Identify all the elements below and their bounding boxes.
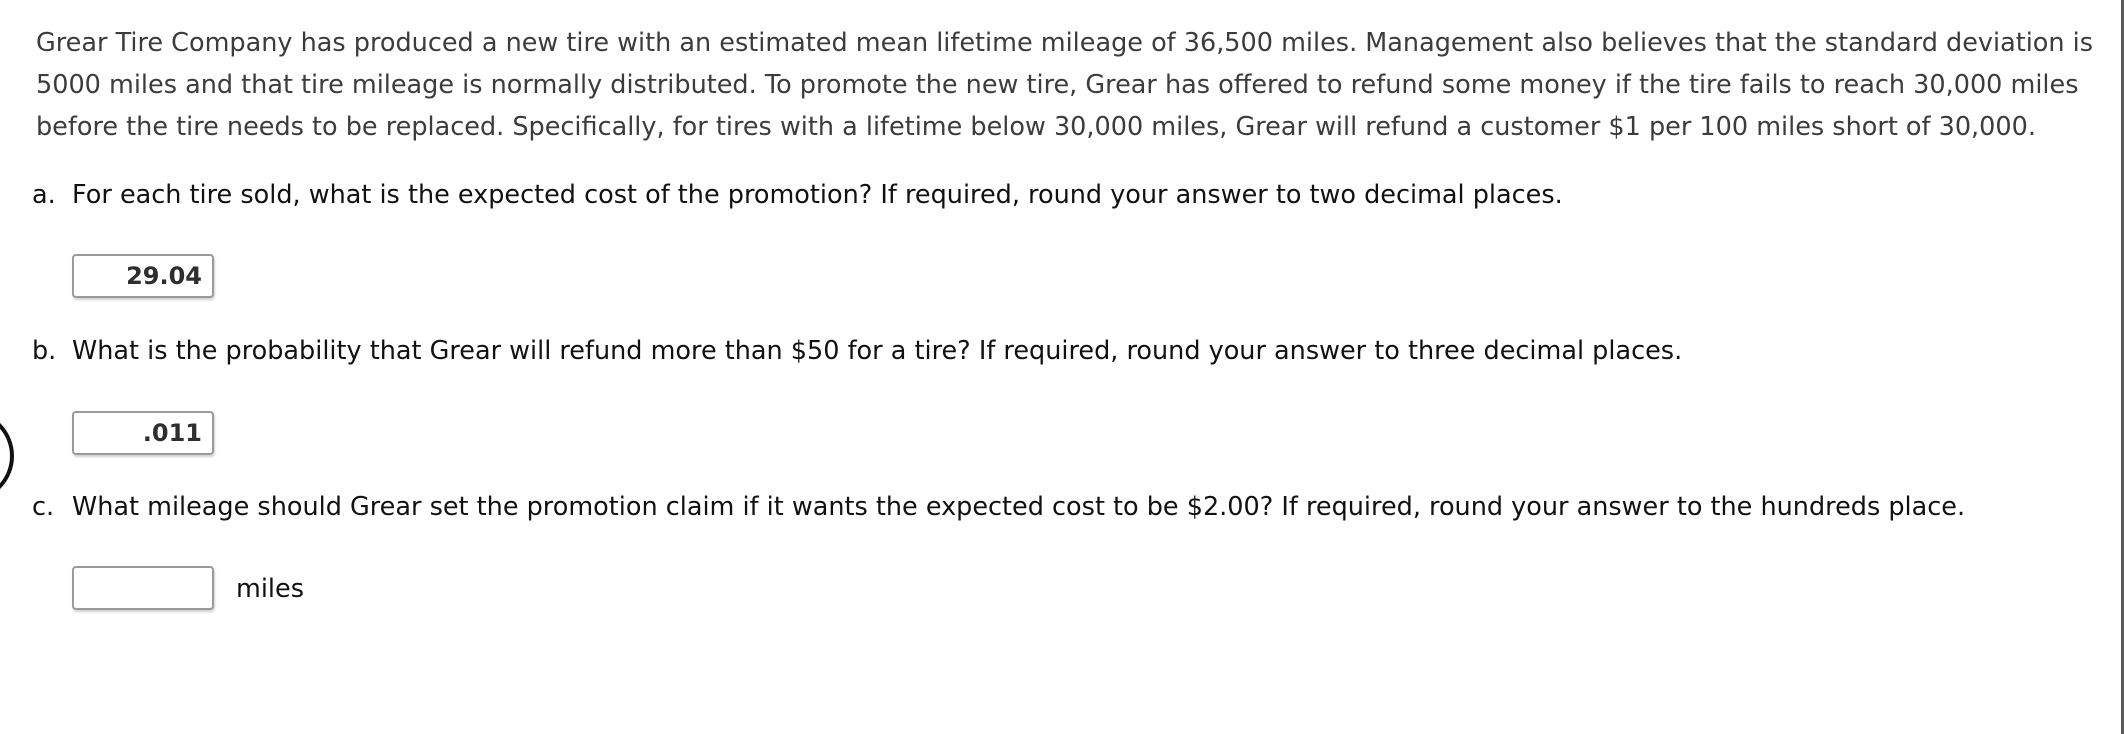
answer-c-unit: miles (236, 574, 304, 604)
answer-c-input[interactable] (72, 566, 214, 610)
answer-b-input[interactable]: .011 (72, 411, 214, 455)
question-c-text: What mileage should Grear set the promotion claim if it wants the expected cost to be $2.00? If required, round your answer to the hundreds place. (72, 492, 1966, 522)
question-c-letter: c. (32, 492, 55, 522)
question-a-text: For each tire sold, what is the expected cost of the promotion? If required, round your answer to two decimal places. (72, 180, 1563, 210)
question-a (32, 178, 1563, 212)
question-b (32, 334, 1682, 368)
question-b-letter: b. (32, 336, 57, 366)
question-c (32, 490, 1965, 524)
partial-circle-decoration (0, 410, 14, 502)
problem-statement: Grear Tire Company has produced a new tire with an estimated mean lifetime mileage of 36,500 miles. Management also believes that the standard deviation is 5000 miles and that tire mileage is normally distributed. To promote the new tire, Grear has offered to refund some money if the tire fails to reach 30,000 miles before the tire needs to be replaced. Specifically, for tires with a lifetime below 30,000 miles, Grear will refund a customer $1 per 100 miles short of 30,000. (36, 28, 2094, 142)
question-b-text: What is the probability that Grear will refund more than $50 for a tire? If required, round your answer to three decimal places. (72, 336, 1683, 366)
answer-a-input[interactable]: 29.04 (72, 254, 214, 298)
question-a-letter: a. (32, 180, 56, 210)
